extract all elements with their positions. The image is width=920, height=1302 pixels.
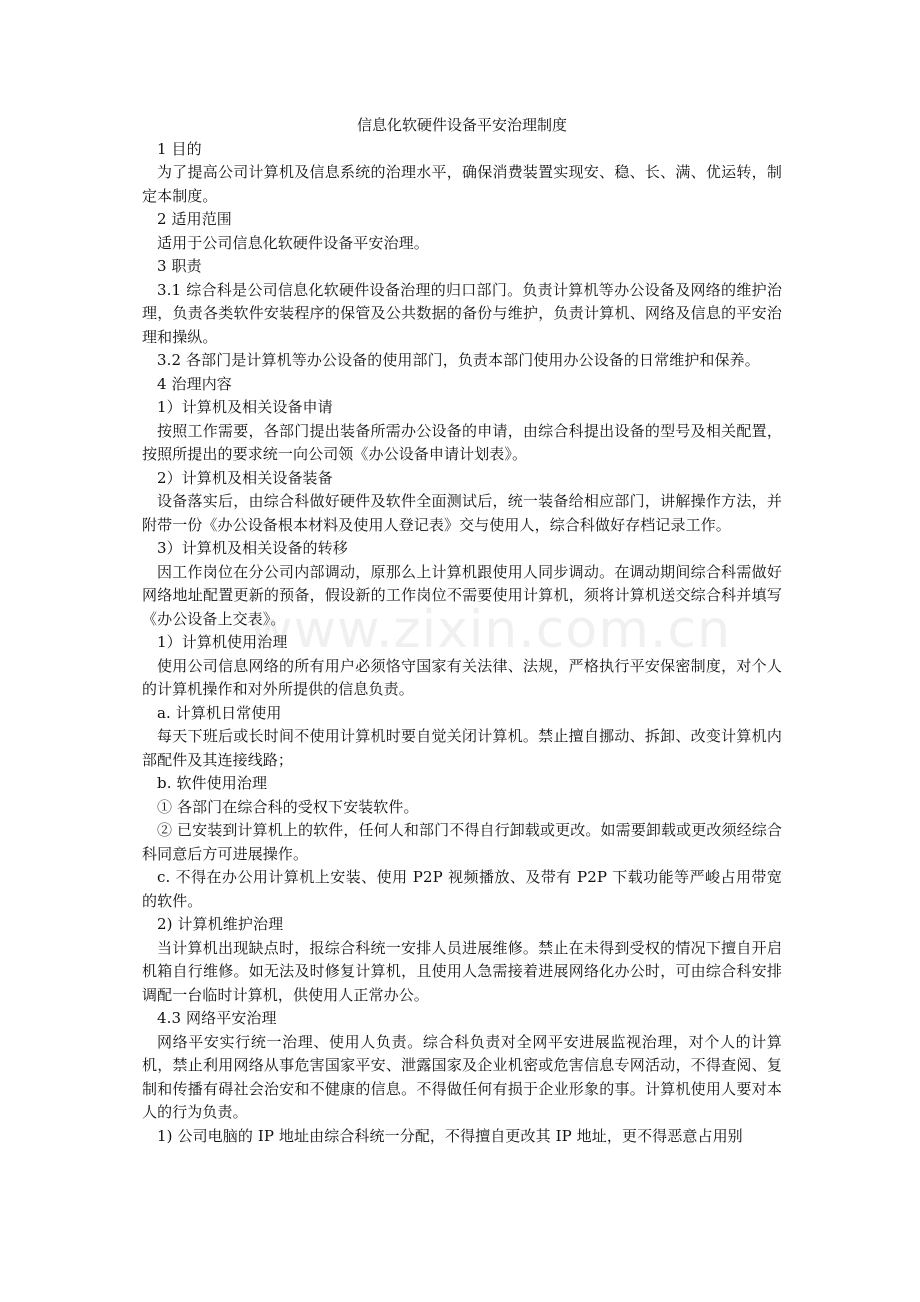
paragraph: 设备落实后，由综合科做好硬件及软件全面测试后，统一装备给相应部门，讲解操作方法，并附带一份《办公设备根本材料及使用人登记表》交与使用人，综合科做好存档记录工作。 — [142, 492, 782, 534]
paragraph: 3）计算机及相关设备的转移 — [157, 539, 348, 557]
paragraph: 2）计算机及相关设备装备 — [157, 468, 333, 487]
document-body — [142, 138, 782, 1149]
paragraph: 当计算机出现缺点时，报综合科统一安排人员进展维修。禁止在未得到受权的情况下擅自开启机箱自行维修。如无法及时修复计算机，且使用人急需接着进展网络化办公时，可由综合科安排调配一台临时计算机，供使用人正常办公。 — [142, 938, 782, 1004]
paragraph: 1) 公司电脑的 IP 地址由综合科统一分配，不得擅自更改其 IP 地址，更不得恶意占用别 — [157, 1126, 743, 1145]
watermark: www.zixin.com.cn — [250, 600, 731, 660]
paragraph: 1 目的 — [157, 139, 202, 158]
document-page — [142, 114, 782, 1148]
paragraph: 2) 计算机维护治理 — [157, 915, 284, 933]
document-title: 信息化软硬件设备平安治理制度 — [356, 116, 567, 134]
paragraph: 3.1 综合科是公司信息化软硬件设备治理的归口部门。负责计算机等办公设备及网络的维护治理，负责各类软件安装程序的保管及公共数据的备份与维护，负责计算机、网络及信息的平安治理和操纵。 — [142, 280, 782, 346]
paragraph: 1）计算机使用治理 — [157, 633, 288, 651]
paragraph: 使用公司信息网络的所有用户必须恪守国家有关法律、法规，严格执行平安保密制度，对个人的计算机操作和对外所提供的信息负责。 — [142, 656, 782, 698]
paragraph: 适用于公司信息化软硬件设备平安治理。 — [157, 233, 429, 252]
paragraph: 为了提高公司计算机及信息系统的治理水平，确保消费装置实现安、稳、长、满、优运转，制定本制度。 — [142, 163, 782, 205]
paragraph: c. 不得在办公用计算机上安装、使用 P2P 视频播放、及带有 P2P 下载功能等严峻占用带宽的软件。 — [142, 868, 782, 910]
paragraph: 按照工作需要，各部门提出装备所需办公设备的申请，由综合科提出设备的型号及相关配置，按照所提出的要求统一向公司领《办公设备申请计划表》。 — [142, 421, 782, 463]
paragraph: 4.3 网络平安治理 — [157, 1009, 277, 1027]
paragraph: 1）计算机及相关设备申请 — [157, 398, 333, 416]
paragraph: 3 职责 — [157, 257, 202, 275]
paragraph: 网络平安实行统一治理、使用人负责。综合科负责对全网平安进展监视治理，对个人的计算机，禁止利用网络从事危害国家平安、泄露国家及企业机密或危害信息专网活动，不得查阅、复制和传播有碍社会治安和不健康的信息。不得做任何有损于企业形象的事。计算机使用人要对本人的行为负责。 — [142, 1032, 782, 1121]
paragraph: ② 已安装到计算机上的软件，任何人和部门不得自行卸载或更改。如需要卸载或更改须经综合科同意后方可进展操作。 — [142, 821, 782, 863]
paragraph: a. 计算机日常使用 — [157, 703, 282, 722]
paragraph: 因工作岗位在分公司内部调动，原那么上计算机跟使用人同步调动。在调动期间综合科需做好网络地址配置更新的预备，假设新的工作岗位不需要使用计算机，须将计算机送交综合科并填写《办公设备上交表》。 — [142, 562, 782, 628]
paragraph: b. 软件使用治理 — [157, 774, 268, 792]
paragraph: 每天下班后或长时间不使用计算机时要自觉关闭计算机。禁止擅自挪动、拆卸、改变计算机内部配件及其连接线路； — [142, 727, 782, 769]
paragraph: 3.2 各部门是计算机等办公设备的使用部门，负责本部门使用办公设备的日常维护和保养。 — [157, 351, 760, 369]
paragraph: ① 各部门在综合科的受权下安装软件。 — [157, 797, 419, 816]
paragraph: 2 适用范围 — [157, 210, 232, 228]
paragraph: 4 治理内容 — [157, 374, 232, 393]
